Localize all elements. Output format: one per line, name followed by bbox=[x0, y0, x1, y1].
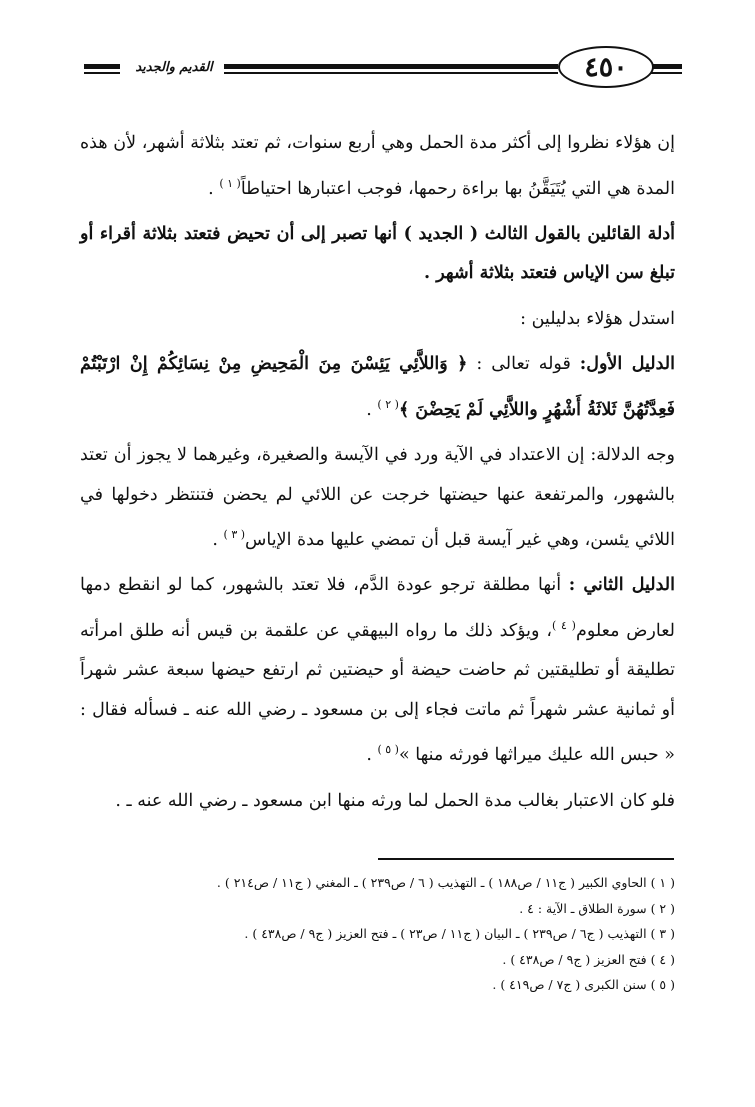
footnote-separator bbox=[378, 858, 674, 860]
header-rule-thick-middle bbox=[224, 64, 558, 69]
header-rule-thin-right bbox=[650, 72, 682, 74]
paragraph-second-evidence bbox=[80, 566, 675, 775]
inference-end: . bbox=[212, 529, 218, 550]
second-evidence-end: . bbox=[366, 745, 372, 766]
paragraph-inference bbox=[80, 436, 675, 560]
first-evidence-label: الدليل الأول: bbox=[579, 354, 675, 375]
paragraph-first-evidence bbox=[80, 345, 675, 430]
footnotes bbox=[80, 870, 675, 998]
inference-text: وجه الدلالة: إن الاعتداد في الآية ورد في الآيسة والصغيرة، وغيرهما لا يجوز أن تعتد بالشهور، والمرتفعة عنها حيضتها خرجت عن اللائي لم يحضن فتنتظر دخولها في اللائي يئسن، وهي غير آيسة قبل أن تمضي عليها مدة الإياس bbox=[80, 445, 675, 550]
paragraph-1-text: إن هؤلاء نظروا إلى أكثر مدة الحمل وهي أربع سنوات، ثم تعتد بثلاثة أشهر، لأن هذه المدة هي التي يُتَيَقَّنُ بها براءة رحمها، فوجب اعتبارها احتياطاً bbox=[80, 133, 675, 199]
footnote-1: ( ١ ) الحاوي الكبير ( ج١١ / ص١٨٨ ) ـ التهذيب ( ٦ / ص٢٣٩ ) ـ المغني ( ج١١ / ص٢١٤ ) . bbox=[216, 875, 675, 890]
footnote-ref-2: ( ٢ ) bbox=[377, 397, 399, 411]
footnote-ref-1: ( ١ ) bbox=[219, 176, 241, 190]
footnote-ref-5: ( ٥ ) bbox=[377, 743, 399, 757]
header-rule-thick-right bbox=[650, 64, 682, 69]
footnote-ref-3: ( ٣ ) bbox=[223, 528, 246, 542]
ibn-masud-quote: « حبس الله عليك ميراثها فورثه منها » bbox=[398, 745, 675, 766]
footnote-ref-4: ( ٤ ) bbox=[551, 618, 576, 632]
footnote-5: ( ٥ ) سنن الكبرى ( ج٧ / ص٤١٩ ) . bbox=[492, 977, 675, 992]
footnote-4: ( ٤ ) فتح العزيز ( ج٩ / ص٤٣٨ ) . bbox=[502, 951, 675, 967]
running-title: القديم والجديد bbox=[135, 60, 213, 75]
quran-verse: ﴿ وَاللاَّئِي يَئِسْنَ مِنَ الْمَحِيضِ مِنْ نِسَائِكُمْ إِنْ ارْتَبْتُمْ فَعِدَّتُهُنَّ ثَلاثَةُ أَشْهُرٍ واللاَّئِي لَمْ يَحِضْنَ ﴾ bbox=[80, 354, 675, 420]
page-body bbox=[80, 124, 675, 827]
page-number: ٤٥٠ bbox=[558, 46, 654, 88]
header-rule-thick-left bbox=[84, 64, 120, 69]
first-evidence-intro: قوله تعالى : bbox=[476, 354, 571, 375]
footnote-2: ( ٢ ) سورة الطلاق ـ الآية : ٤ . bbox=[519, 900, 675, 916]
section-heading: أدلة القائلين بالقول الثالث ( الجديد ) أنها تصبر إلى أن تحيض فتعتد بثلاثة أقراء أو تبلغ سن الإياس فتعتد بثلاثة أشهر . bbox=[80, 223, 675, 284]
paragraph-conclusion: فلو كان الاعتبار بغالب مدة الحمل لما ورثه منها ابن مسعود ـ رضي الله عنه ـ . bbox=[115, 790, 675, 811]
second-evidence-text-a: أنها مطلقة ترجو عودة الدَّم، فلا تعتد بالشهور، كما لو انقطع دمها لعارض معلوم bbox=[80, 575, 675, 641]
page-header bbox=[76, 46, 682, 92]
header-rule-thin-middle bbox=[224, 72, 558, 74]
second-evidence-text-b: ، ويؤكد ذلك ما رواه البيهقي عن علقمة بن قيس أنه طلق امرأته تطليقة أو تطليقتين ثم حاضت حيضة أو حيضتين ثم ارتفع حيضها سبعة عشر شهراً أو ثمانية عشر شهراً ثم ماتت فجاء إلى بن مسعود ـ رضي الله عنه ـ فسأله فقال : bbox=[80, 620, 675, 720]
paragraph-1 bbox=[80, 124, 675, 209]
second-evidence-label: الدليل الثاني : bbox=[568, 575, 675, 596]
footnote-3: ( ٣ ) التهذيب ( ج٦ / ص٢٣٩ ) ـ البيان ( ج١١ / ص٢٣ ) ـ فتح العزيز ( ج٩ / ص٤٣٨ ) . bbox=[244, 926, 675, 941]
header-rule-thin-left bbox=[84, 72, 120, 74]
paragraph-1-end: . bbox=[208, 178, 214, 199]
paragraph-evidence-intro: استدل هؤلاء بدليلين : bbox=[520, 308, 675, 329]
first-evidence-end: . bbox=[366, 399, 372, 420]
